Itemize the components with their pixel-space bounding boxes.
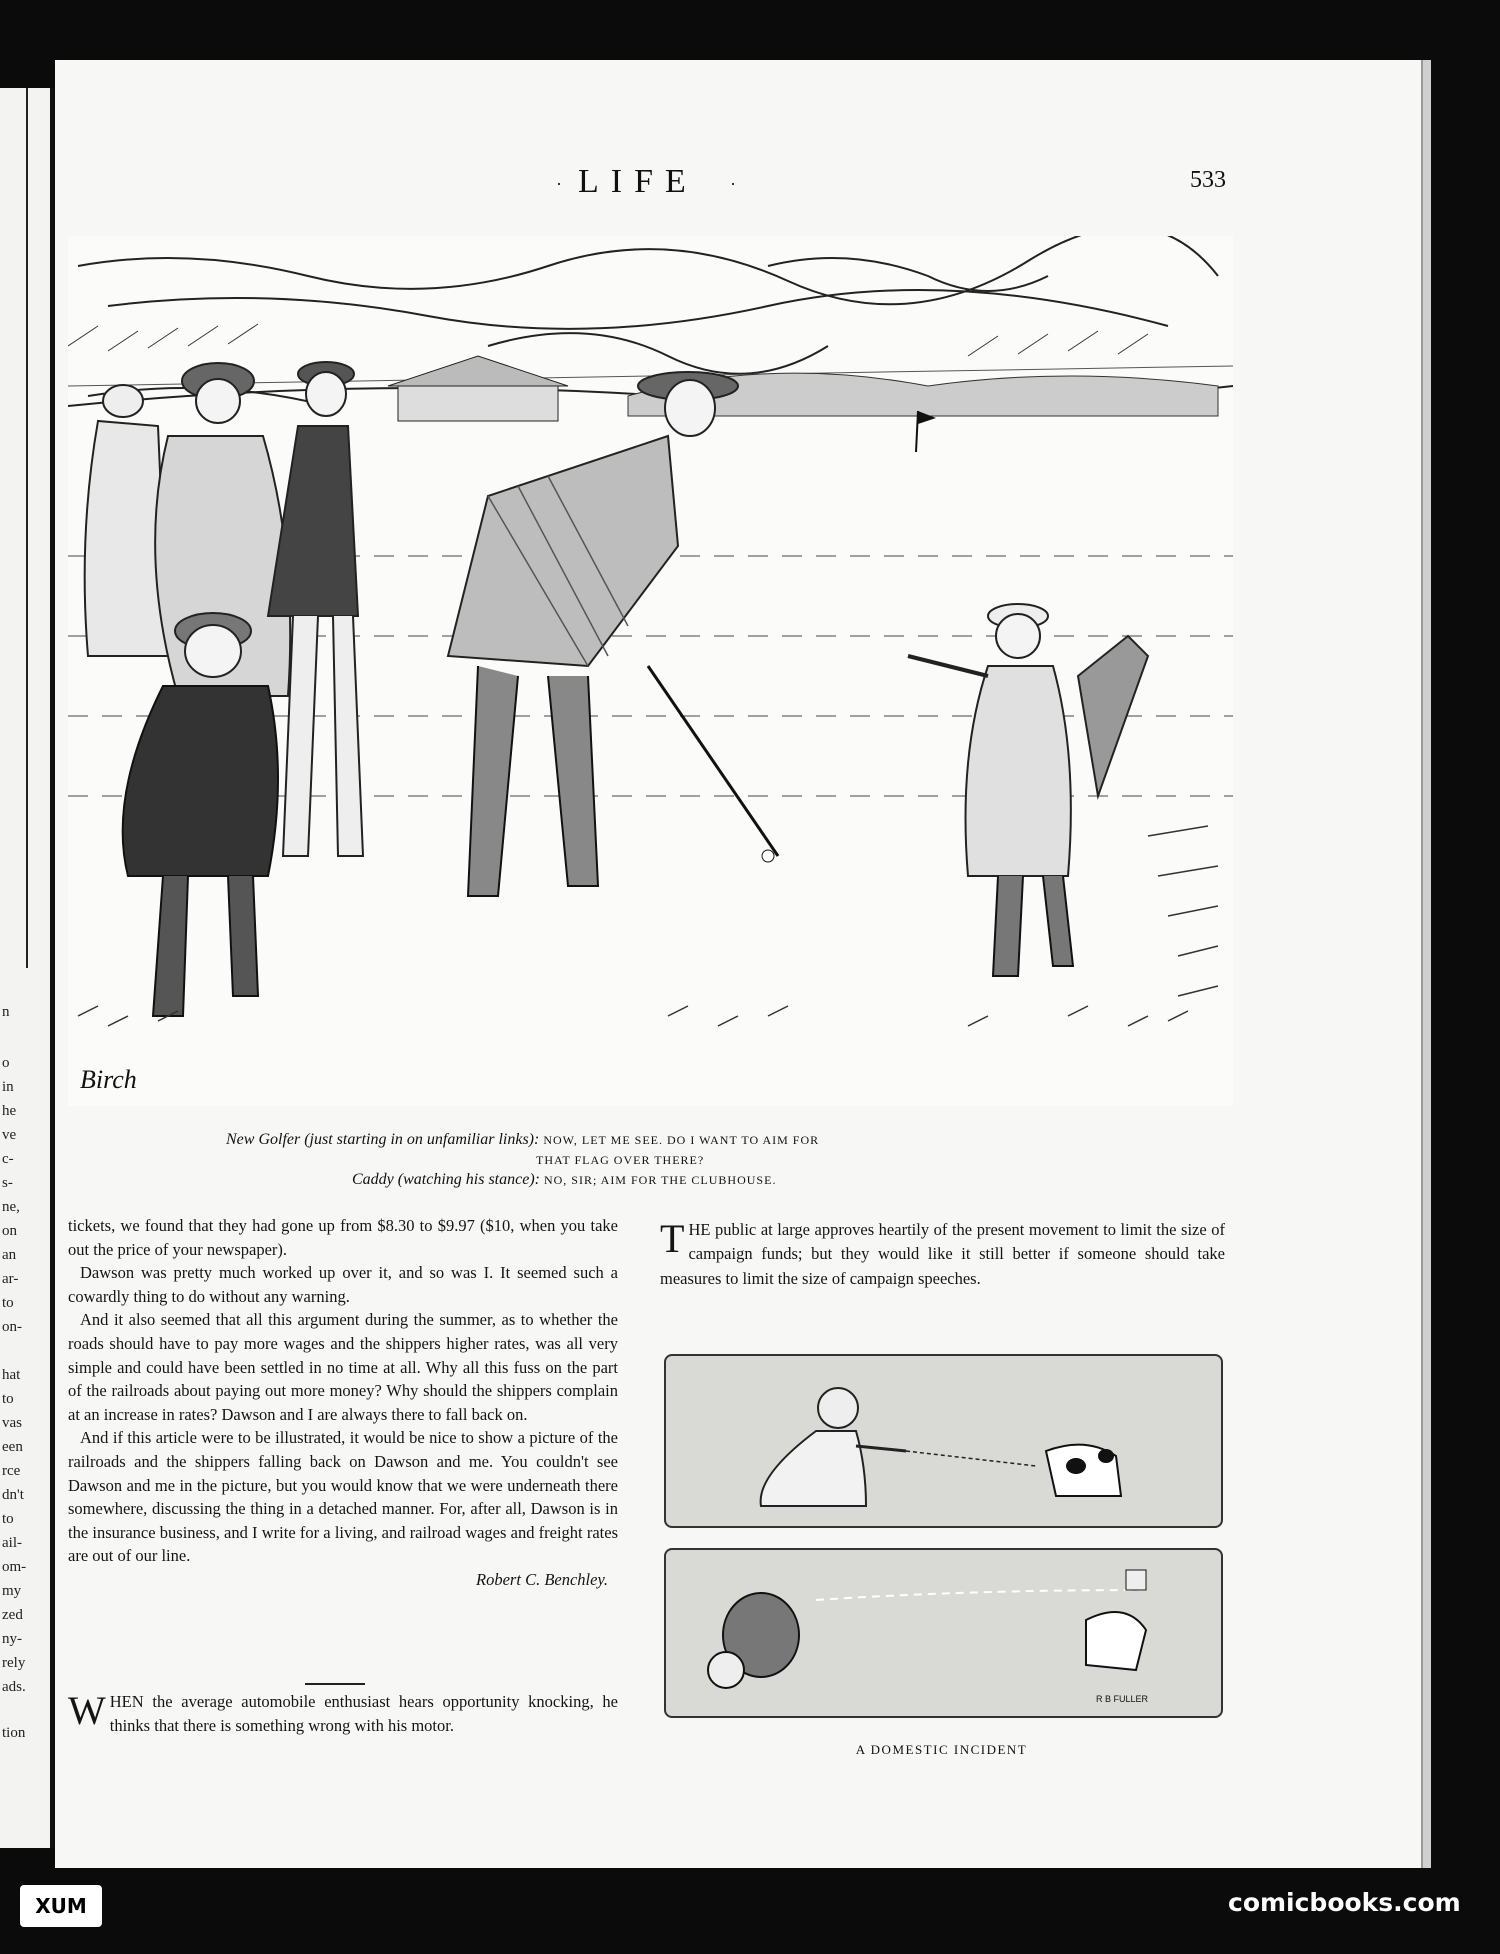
- previous-page-fragment: he: [2, 1103, 17, 1119]
- magazine-title: LIFE: [578, 163, 698, 200]
- previous-page-fragment: in: [2, 1079, 14, 1095]
- joke-text: HE public at large approves heartily of the present movement to limit the size of campaign funds; but they would like it still better if someone should take measures to limit the size of campaign speeches.: [660, 1220, 1225, 1288]
- cartoon-signature: Birch: [80, 1065, 137, 1094]
- article-paragraph: And it also seemed that all this argument during the summer, as to whether the roads should have to pay more wages and the shippers higher rates, was all very simple and could have been settled in no time at all. Why all this fuss on the part of the railroads about paying out more money? Why should the shippers complain at an increase in rates? Dawson and I are always there to fall back on.: [68, 1310, 618, 1424]
- scan-source-badge: XUM: [20, 1885, 102, 1927]
- previous-page-fragment: tion: [2, 1725, 26, 1741]
- article-paragraph: Dawson was pretty much worked up over it, and so was I. It seemed such a cowardly thing to do without any warning.: [68, 1263, 618, 1306]
- article-signature: Robert C. Benchley.: [476, 1569, 608, 1589]
- dropcap: T: [660, 1216, 685, 1261]
- previous-page-fragment: zed: [2, 1607, 23, 1623]
- previous-page-fragment: rce: [2, 1463, 21, 1479]
- previous-page-fragment: my: [2, 1583, 22, 1599]
- previous-page-fragment: ar-: [2, 1271, 19, 1287]
- previous-page-fragment: c-: [2, 1151, 14, 1167]
- dropcap: W: [68, 1688, 106, 1733]
- previous-page-fragment: ads.: [2, 1679, 26, 1695]
- page-number: 533: [1190, 167, 1226, 193]
- previous-page-fragment: n: [2, 1004, 10, 1020]
- golf-cartoon-drawing: [68, 236, 1233, 1106]
- previous-page-fragment: o: [2, 1055, 10, 1071]
- caption-caddy-line: NO, SIR; AIM FOR THE CLUBHOUSE.: [543, 1173, 777, 1187]
- caption-golfer-line: NOW, LET ME SEE. DO I WANT TO AIM FOR: [543, 1133, 820, 1147]
- article-paragraph: tickets, we found that they had gone up from $8.30 to $9.97 ($10, when you take out the price of your newspaper).: [68, 1216, 618, 1259]
- previous-page-fragment: to: [2, 1391, 14, 1407]
- caption-speaker-golfer: New Golfer (just starting in on unfamiliar links):: [226, 1131, 540, 1148]
- previous-page-fragment: een: [2, 1439, 23, 1455]
- comic-panel-2-drawing: [666, 1550, 1221, 1716]
- automobile-joke: [68, 1690, 618, 1737]
- previous-page-fragment: ve: [2, 1127, 17, 1143]
- campaign-joke: [660, 1218, 1225, 1291]
- previous-page-fragment: hat: [2, 1367, 21, 1383]
- benchley-article: [68, 1214, 618, 1592]
- previous-page-fragment: ail-: [2, 1535, 22, 1551]
- strip-caption: A DOMESTIC INCIDENT: [855, 1742, 1028, 1757]
- joke-text: HEN the average automobile enthusiast hears opportunity knocking, he thinks that there is something wrong with his motor.: [109, 1692, 618, 1735]
- section-divider: [305, 1683, 365, 1685]
- comic-panel-1-drawing: [666, 1356, 1221, 1526]
- previous-page-fragment: on-: [2, 1319, 22, 1335]
- previous-page-fragment: on: [2, 1223, 17, 1239]
- previous-page-fragment: an: [2, 1247, 17, 1263]
- watermark: comicbooks.com: [1228, 1888, 1461, 1917]
- comic-panel-2: [664, 1548, 1223, 1718]
- caption-golfer-line-2: THAT FLAG OVER THERE?: [536, 1153, 705, 1167]
- previous-page-fragment: vas: [2, 1415, 22, 1431]
- previous-page-fragment: om-: [2, 1559, 27, 1575]
- previous-page-fragment: rely: [2, 1655, 26, 1671]
- cartoon-caption: [150, 1130, 1150, 1190]
- previous-page-fragment: s-: [2, 1175, 13, 1191]
- previous-page-fragment: dn't: [2, 1487, 24, 1503]
- previous-page-fragment: ne,: [2, 1199, 20, 1215]
- previous-page-column-rule: [0, 88, 28, 968]
- previous-page-fragment: to: [2, 1295, 14, 1311]
- previous-page-fragment: ny-: [2, 1631, 22, 1647]
- caption-speaker-caddy: Caddy (watching his stance):: [352, 1171, 540, 1188]
- previous-page-fragment: to: [2, 1511, 14, 1527]
- strip-signature: R B FULLER: [1096, 1694, 1149, 1704]
- article-paragraph: And if this article were to be illustrated, it would be nice to show a picture of the railroads and the shippers falling back on Dawson and me. You couldn't see Dawson and me in the picture, but you would know that we were underneath there somewhere, discussing the thing in a detached manner. For, after all, Dawson is in the insurance business, and I write for a living, and railroad wages and freight rates are out of our line.: [68, 1428, 618, 1566]
- comic-panel-1: [664, 1354, 1223, 1528]
- header-ornament: ·: [730, 174, 736, 194]
- golf-cartoon-illustration: [68, 236, 1233, 1106]
- header-ornament: ·: [556, 174, 562, 194]
